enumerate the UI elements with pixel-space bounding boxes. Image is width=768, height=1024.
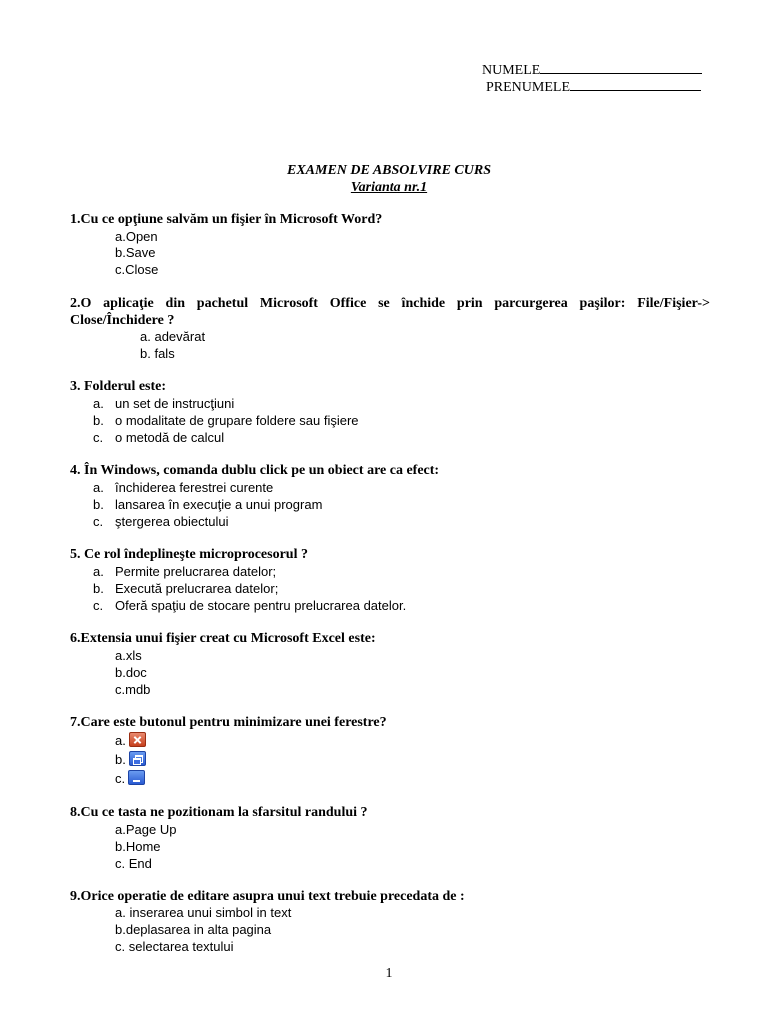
option-4a: a. închiderea ferestrei curente (93, 480, 274, 495)
option-3c: c. o metodă de calcul (93, 430, 225, 445)
option-7b: b. (115, 751, 146, 769)
name-underline (540, 61, 702, 74)
option-1c: c.Close (115, 262, 159, 277)
option-6c: c.mdb (115, 682, 151, 697)
surname-underline (570, 78, 701, 91)
option-5c: c. Oferă spaţiu de stocare pentru prelucrarea datelor. (93, 598, 407, 613)
option-7c: c. (115, 770, 145, 788)
question-5: 5. Ce rol îndeplineşte microprocesorul ? (70, 547, 308, 562)
option-5a: a. Permite prelucrarea datelor; (93, 564, 277, 579)
question-1: 1.Cu ce opţiune salvăm un fişier în Microsoft Word? (70, 212, 383, 227)
surname-field (486, 78, 701, 96)
option-4b: b. lansarea în execuţie a unui program (93, 497, 323, 512)
exam-variant: Varianta nr.1 (350, 180, 428, 195)
surname-label: PRENUMELE (486, 80, 570, 95)
name-label: NUMELE (482, 63, 541, 78)
option-5b: b. Execută prelucrarea datelor; (93, 581, 279, 596)
option-9b: b.deplasarea in alta pagina (115, 922, 272, 937)
question-4: 4. În Windows, comanda dublu click pe un obiect are ca efect: (70, 463, 440, 478)
question-2-line1: 2.O aplicaţie din pachetul Microsoft Office se închide prin parcurgerea paşilor: File/Fişier-> (70, 296, 710, 311)
option-3b: b. o modalitate de grupare foldere sau fişiere (93, 413, 359, 428)
minimize-button-icon (128, 770, 145, 785)
question-7: 7.Care este butonul pentru minimizare unei ferestre? (70, 715, 387, 730)
option-8b: b.Home (115, 839, 161, 854)
exam-title: EXAMEN DE ABSOLVIRE CURS (287, 163, 491, 178)
option-9a: a. inserarea unui simbol in text (115, 905, 292, 920)
question-8: 8.Cu ce tasta ne pozitionam la sfarsitul randului ? (70, 805, 368, 820)
option-8c: c. End (115, 856, 152, 871)
restore-button-icon (129, 751, 146, 766)
option-4c: c. ştergerea obiectului (93, 514, 229, 529)
question-6: 6.Extensia unui fişier creat cu Microsoft Excel este: (70, 631, 376, 646)
option-6b: b.doc (115, 665, 147, 680)
name-field (482, 61, 702, 79)
page-number: 1 (385, 966, 393, 981)
option-2a: a. adevărat (140, 329, 206, 344)
option-7a: a. (115, 732, 146, 750)
option-1a: a.Open (115, 229, 158, 244)
option-9c: c. selectarea textului (115, 939, 234, 954)
question-2-line2: Close/Închidere ? (70, 313, 175, 328)
option-3a: a. un set de instrucţiuni (93, 396, 235, 411)
question-9: 9.Orice operatie de editare asupra unui text trebuie precedata de : (70, 889, 465, 904)
option-6a: a.xls (115, 648, 142, 663)
option-8a: a.Page Up (115, 822, 177, 837)
option-1b: b.Save (115, 245, 156, 260)
option-2b: b. fals (140, 346, 175, 361)
question-3: 3. Folderul este: (70, 379, 167, 394)
close-button-icon (129, 732, 146, 747)
